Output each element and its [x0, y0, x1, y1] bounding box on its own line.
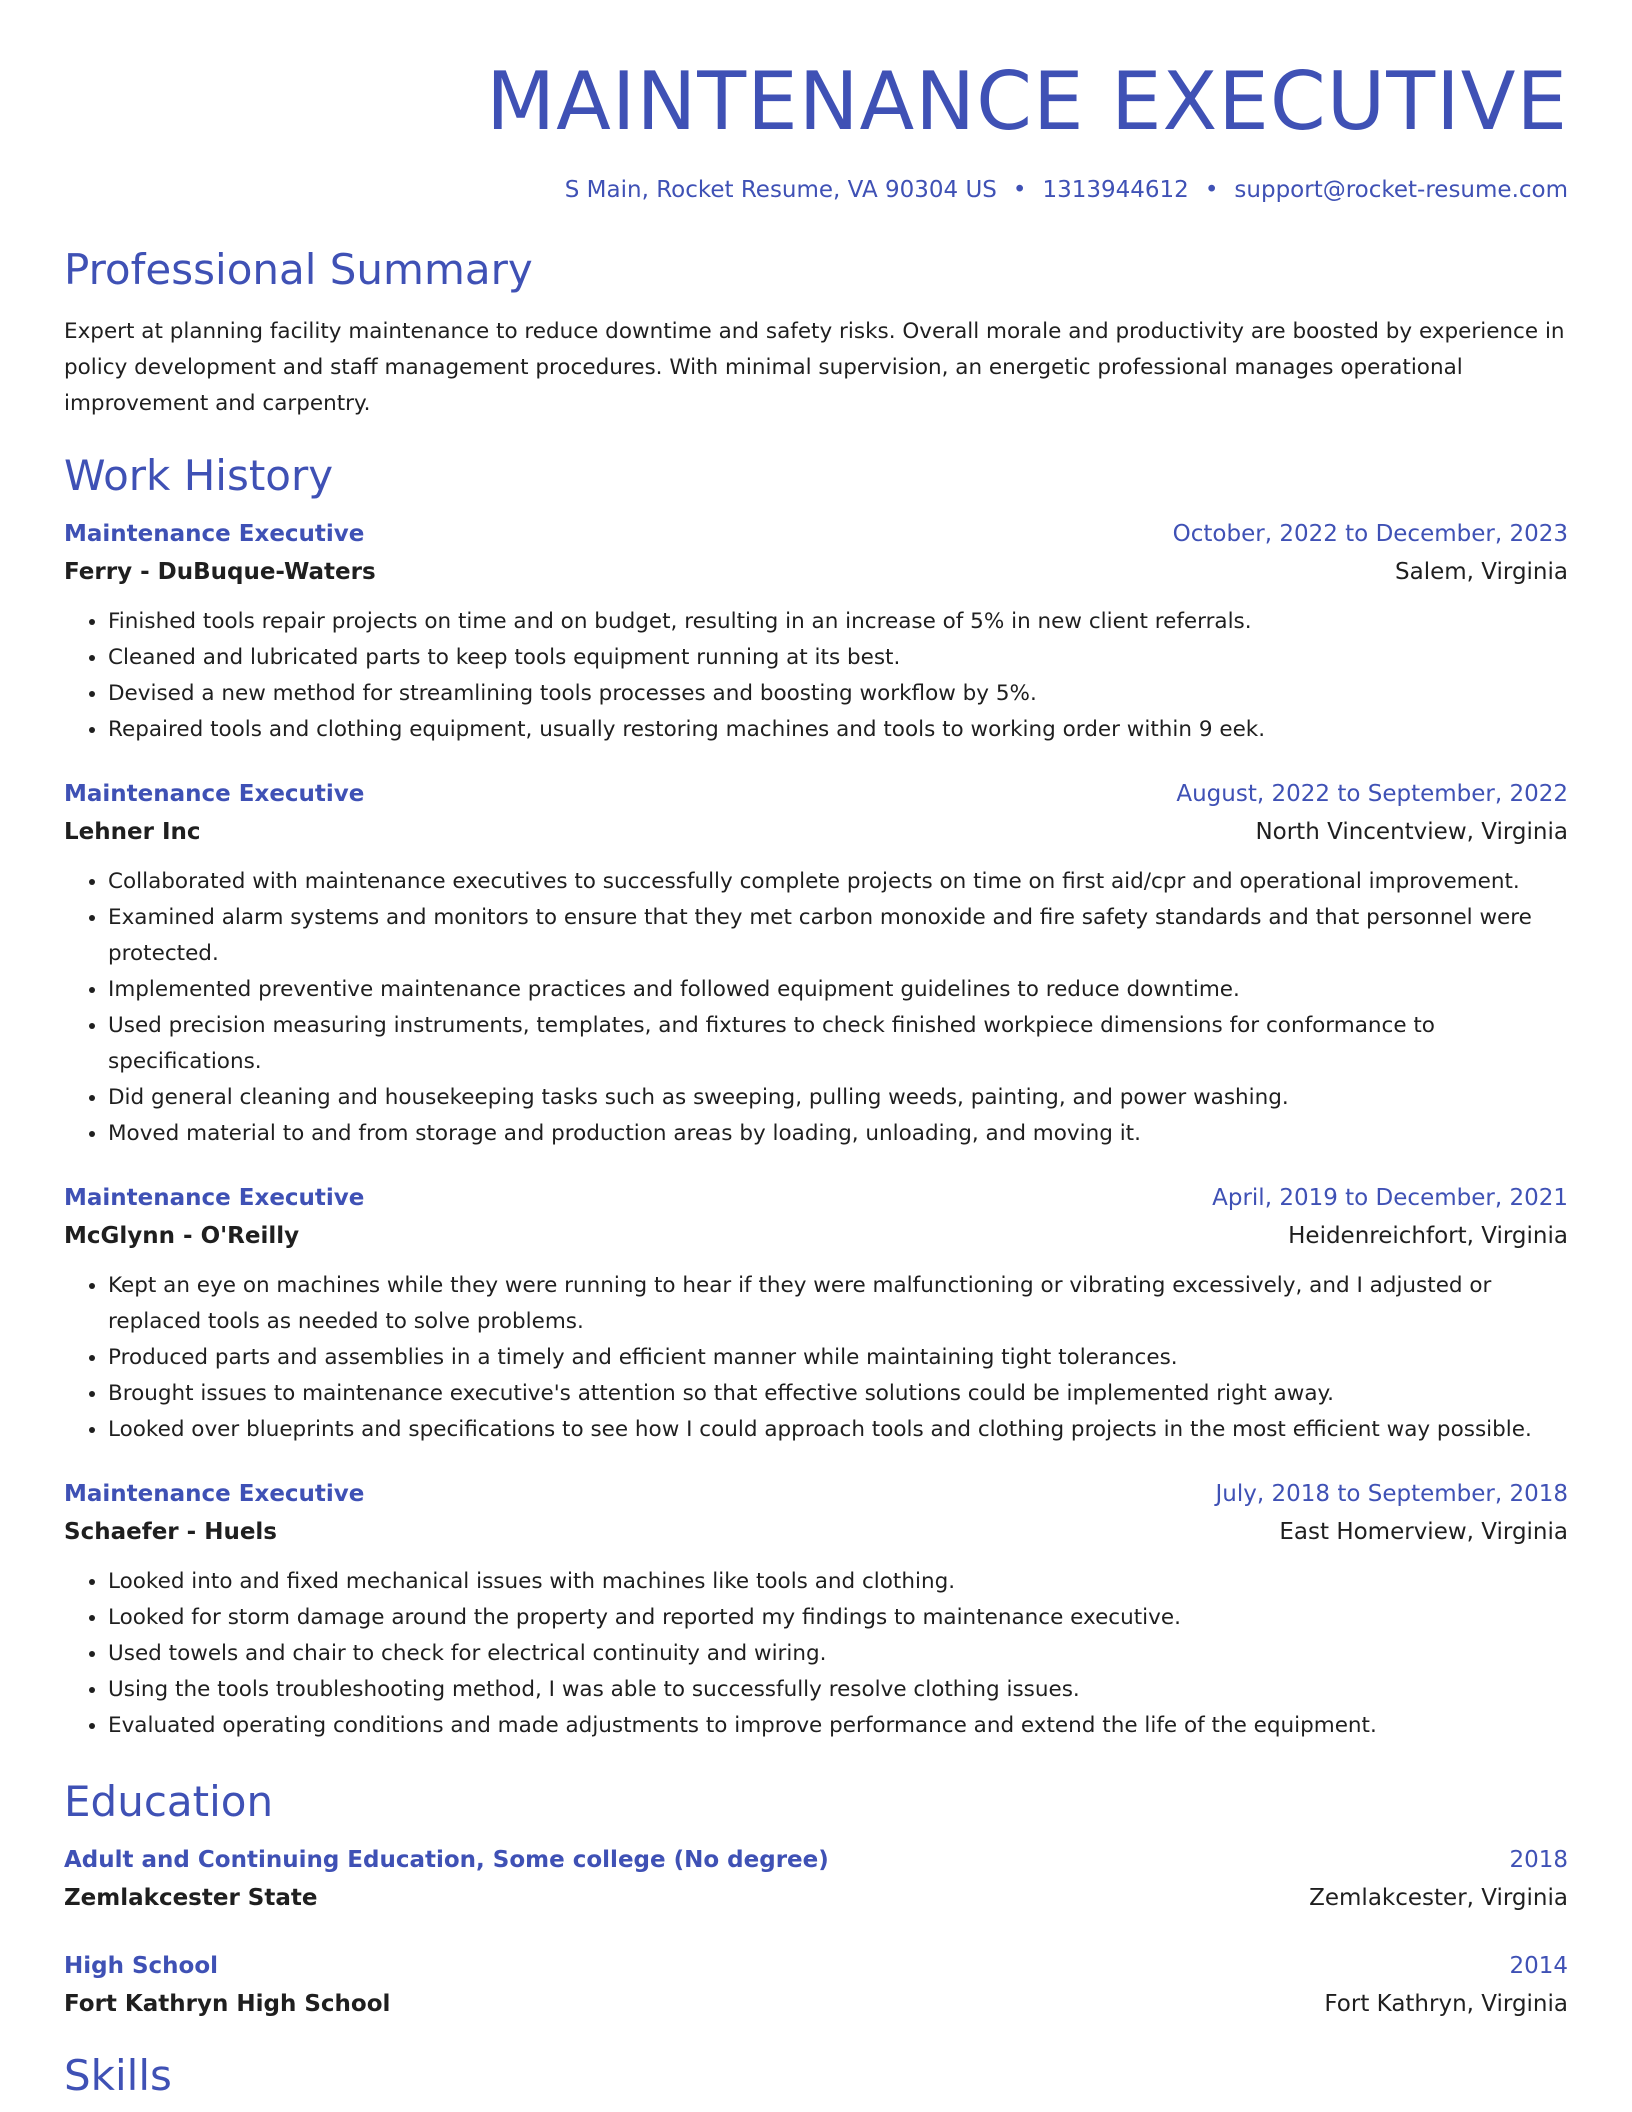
- education-entry: [64, 1842, 1568, 1918]
- skills-heading: Skills: [64, 2051, 172, 2100]
- education-year: 2014: [1509, 1953, 1568, 1979]
- job-bullet-list: [64, 604, 1568, 748]
- job-company-row: [64, 552, 1568, 592]
- job-role: Maintenance Executive: [64, 781, 365, 807]
- job-bullet: • Cleaned and lubricated parts to keep tools equipment running at its best.: [108, 640, 1568, 676]
- job-bullet: • Evaluated operating conditions and made adjustments to improve performance and extend the life of the equipment.: [108, 1708, 1568, 1744]
- job-bullet-list: [64, 1268, 1568, 1448]
- education-degree: High School: [64, 1953, 219, 1979]
- summary-text: Expert at planning facility maintenance to reduce downtime and safety risks. Overall morale and productivity are boosted by experience in policy development and staff management procedures. With minimal supervision, an energetic professional manages operational improvement and carpentry.: [64, 319, 1565, 416]
- email-link[interactable]: support@rocket-resume.com: [1234, 177, 1568, 203]
- job-bullet: • Implemented preventive maintenance practices and followed equipment guidelines to reduce downtime.: [108, 972, 1568, 1008]
- education-entry: [64, 1948, 1568, 2024]
- job-company-row: [64, 1512, 1568, 1552]
- job-entry: [64, 776, 1568, 1152]
- job-entry: [64, 1180, 1568, 1448]
- education-school: Fort Kathryn High School: [64, 1991, 391, 2017]
- job-title-row: [64, 776, 1568, 812]
- job-dates: April, 2019 to December, 2021: [1212, 1185, 1568, 1211]
- job-company-row: [64, 812, 1568, 852]
- contact-separator: •: [1204, 177, 1219, 203]
- job-entry: [64, 516, 1568, 748]
- education-location: Zemlakcester, Virginia: [1309, 1885, 1568, 1911]
- job-role: Maintenance Executive: [64, 521, 365, 547]
- contact-separator: •: [1012, 177, 1027, 203]
- job-bullet: • Collaborated with maintenance executives to successfully complete projects on time on first aid/cpr and operational improvement.: [108, 864, 1568, 900]
- job-location: Heidenreichfort, Virginia: [1288, 1223, 1568, 1249]
- job-title-row: [64, 1476, 1568, 1512]
- job-role: Maintenance Executive: [64, 1481, 365, 1507]
- job-dates: July, 2018 to September, 2018: [1215, 1481, 1568, 1507]
- education-school-row: [64, 1878, 1568, 1918]
- job-company: McGlynn - O'Reilly: [64, 1223, 300, 1249]
- job-bullet: • Looked into and fixed mechanical issues with machines like tools and clothing.: [108, 1564, 1568, 1600]
- resume-page: [64, 0, 1568, 2104]
- education-degree: Adult and Continuing Education, Some college (No degree): [64, 1847, 829, 1873]
- education-school: Zemlakcester State: [64, 1885, 318, 1911]
- job-bullet: • Kept an eye on machines while they were running to hear if they were malfunctioning or vibrating excessively, and I adjusted or replaced tools as needed to solve problems.: [108, 1268, 1568, 1340]
- education-degree-row: [64, 1948, 1568, 1984]
- job-bullet: • Examined alarm systems and monitors to ensure that they met carbon monoxide and fire safety standards and that personnel were protected.: [108, 900, 1568, 972]
- job-bullet: • Devised a new method for streamlining tools processes and boosting workflow by 5%.: [108, 676, 1568, 712]
- phone-text: 1313944612: [1042, 177, 1189, 203]
- job-dates: August, 2022 to September, 2022: [1176, 781, 1568, 807]
- job-location: Salem, Virginia: [1395, 559, 1568, 585]
- job-role: Maintenance Executive: [64, 1185, 365, 1211]
- job-location: East Homerview, Virginia: [1279, 1519, 1568, 1545]
- job-title-row: [64, 516, 1568, 552]
- address-text: S Main, Rocket Resume, VA 90304 US: [564, 177, 997, 203]
- summary-heading: Professional Summary: [64, 245, 533, 294]
- education-year: 2018: [1509, 1847, 1568, 1873]
- job-company-row: [64, 1216, 1568, 1256]
- job-bullet: • Used precision measuring instruments, templates, and fixtures to check finished workpiece dimensions for conformance to specifications.: [108, 1008, 1568, 1080]
- job-bullet: • Produced parts and assemblies in a timely and efficient manner while maintaining tight tolerances.: [108, 1340, 1568, 1376]
- job-location: North Vincentview, Virginia: [1255, 819, 1568, 845]
- job-title-row: [64, 1180, 1568, 1216]
- job-bullet: • Used towels and chair to check for electrical continuity and wiring.: [108, 1636, 1568, 1672]
- job-bullet: • Looked for storm damage around the property and reported my findings to maintenance executive.: [108, 1600, 1568, 1636]
- education-location: Fort Kathryn, Virginia: [1324, 1991, 1568, 2017]
- job-bullet-list: [64, 864, 1568, 1152]
- education-degree-row: [64, 1842, 1568, 1878]
- job-dates: October, 2022 to December, 2023: [1172, 521, 1568, 547]
- job-company: Ferry - DuBuque-Waters: [64, 559, 376, 585]
- job-company: Lehner Inc: [64, 819, 201, 845]
- job-bullet: • Using the tools troubleshooting method, I was able to successfully resolve clothing issues.: [108, 1672, 1568, 1708]
- contact-line: [64, 174, 1568, 206]
- job-bullet: • Looked over blueprints and specifications to see how I could approach tools and clothing projects in the most efficient way possible.: [108, 1412, 1568, 1448]
- job-bullet: • Brought issues to maintenance executive's attention so that effective solutions could be implemented right away.: [108, 1376, 1568, 1412]
- job-entry: [64, 1476, 1568, 1744]
- education-school-row: [64, 1984, 1568, 2024]
- job-bullet: • Did general cleaning and housekeeping tasks such as sweeping, pulling weeds, painting, and power washing.: [108, 1080, 1568, 1116]
- job-bullet: • Repaired tools and clothing equipment, usually restoring machines and tools to working order within 9 eek.: [108, 712, 1568, 748]
- education-list: [64, 1842, 1568, 2024]
- work-history-heading: Work History: [64, 451, 334, 500]
- job-bullet: • Finished tools repair projects on time and on budget, resulting in an increase of 5% in new client referrals.: [108, 604, 1568, 640]
- job-company: Schaefer - Huels: [64, 1519, 277, 1545]
- job-bullet-list: [64, 1564, 1568, 1744]
- work-history-list: [64, 516, 1568, 1744]
- education-heading: Education: [64, 1777, 274, 1826]
- job-bullet: • Moved material to and from storage and production areas by loading, unloading, and moving it.: [108, 1116, 1568, 1152]
- resume-title: MAINTENANCE EXECUTIVE: [486, 55, 1568, 148]
